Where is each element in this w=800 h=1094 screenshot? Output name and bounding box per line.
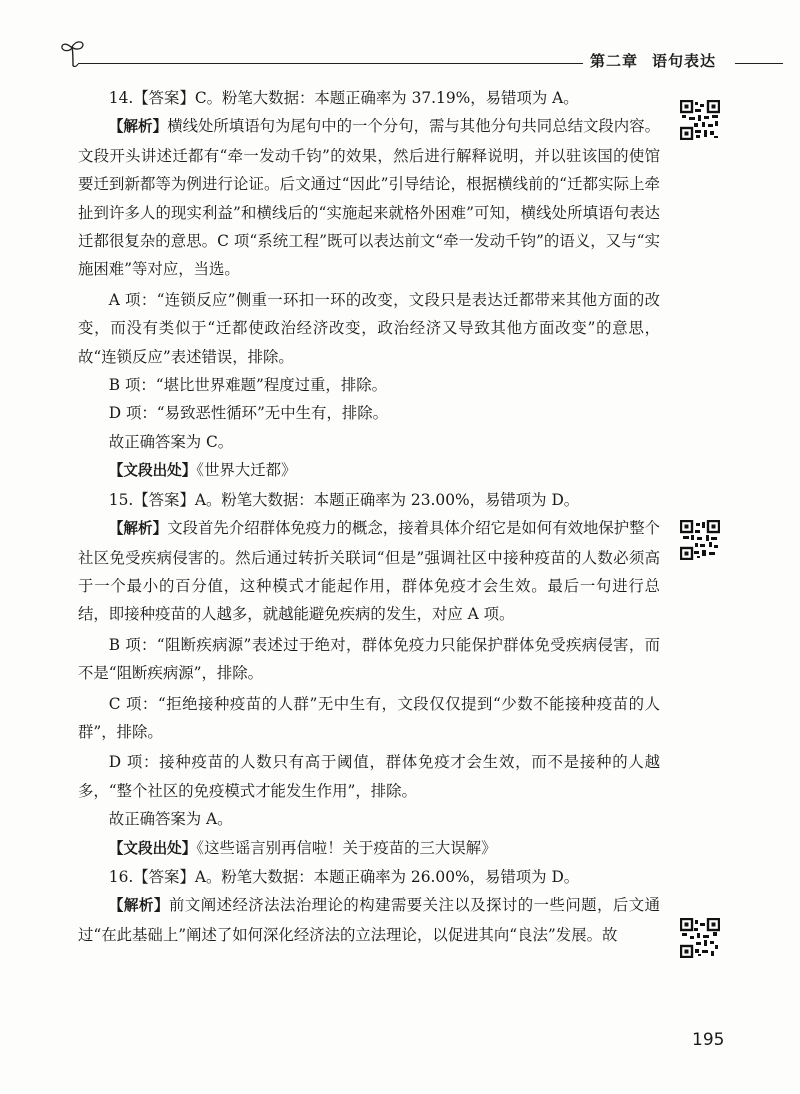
page-content [78,84,660,949]
chapter-label: 第二章 [590,52,639,70]
qr-code-icon [680,520,720,560]
conclusion-line: 故正确答案为 C。 [108,432,234,451]
chapter-heading [590,50,716,71]
page-header [0,0,800,80]
answer-line-15: 15.【答案】A。粉笔大数据：本题正确率为 23.00%，易错项为 D。 [108,490,580,509]
page-number: 195 [692,1030,725,1050]
qr-code-icon [680,100,720,140]
qr-code-icon[interactable] [680,520,720,560]
option-note: A 项：“连锁反应”侧重一环扣一环的改变，文段只是表达迁都带来其他方面的改变，而没有类似于“迁都使政治经济改变，政治经济又导致其他方面改变”的意思，故“连锁反应”表述错误，排除。 [78,290,660,366]
qr-code-icon[interactable] [680,100,720,140]
qr-code-icon [680,918,720,958]
conclusion-line: 故正确答案为 A。 [108,810,233,829]
source-line: 【文段出处】《世界大迁都》 [108,461,297,480]
header-rule-right [735,63,783,64]
analysis-paragraph: 【解析】文段首先介绍群体免疫力的概念，接着具体介绍它是如何有效地保护整个社区免受疾病侵害的。然后通过转折关联词“但是”强调社区中接种疫苗的人数必须高于一个最小的百分值，这种模式才能起作用，群体免疫才会生效。最后一句进行总结，即接种疫苗的人越多，就越能避免疾病的发生，对应 A 项。 [78,519,660,624]
section-label: 语句表达 [652,52,717,70]
option-note: D 项：“易致恶性循环”无中生有，排除。 [108,404,389,423]
analysis-paragraph: 【解析】横线处所填语句为尾句中的一个分句，需与其他分句共同总结文段内容。文段开头讲述迁都有“牵一发动千钧”的效果，然后进行解释说明，并以驻该国的使馆要迁到新都等为例进行论证。后文通过“因此”引导结论，根据横线前的“迁都实际上牵扯到许多人的现实利益”和横线后的“实施起来就格外困难”可知，横线处所填语句表达迁都很复杂的意思。C 项“系统工程”既可以表达前文“牵一发动千钧”的语义，又与“实施困难”等对应，当选。 [78,117,660,279]
source-line: 【文段出处】《这些谣言别再信啦！关于疫苗的三大误解》 [108,838,497,857]
option-note: C 项：“拒绝接种疫苗的人群”无中生有，文段仅仅提到“少数不能接种疫苗的人群”，排除。 [78,694,660,741]
answer-line-14: 14.【答案】C。粉笔大数据：本题正确率为 37.19%，易错项为 A。 [108,89,579,107]
option-note: B 项：“堪比世界难题”程度过重，排除。 [108,376,387,395]
option-note: B 项：“阻断疾病源”表述过于绝对，群体免疫力只能保护群体免受疾病侵害，而不是“阻断疾病源”，排除。 [78,635,660,683]
header-rule-left [78,63,583,64]
qr-code-icon[interactable] [680,918,720,958]
analysis-paragraph: 【解析】前文阐述经济法法治理论的构建需要关注以及探讨的一些问题，后文通过“在此基础上”阐述了如何深化经济法的立法理论，以促进其向“良法”发展。故 [78,896,660,944]
answer-line-16: 16.【答案】A。粉笔大数据：本题正确率为 26.00%，易错项为 D。 [108,867,580,886]
option-note: D 项：接种疫苗的人数只有高于阈值，群体免疫才会生效，而不是接种的人越多，“整个社区的免疫模式才能发生作用”，排除。 [78,753,660,800]
